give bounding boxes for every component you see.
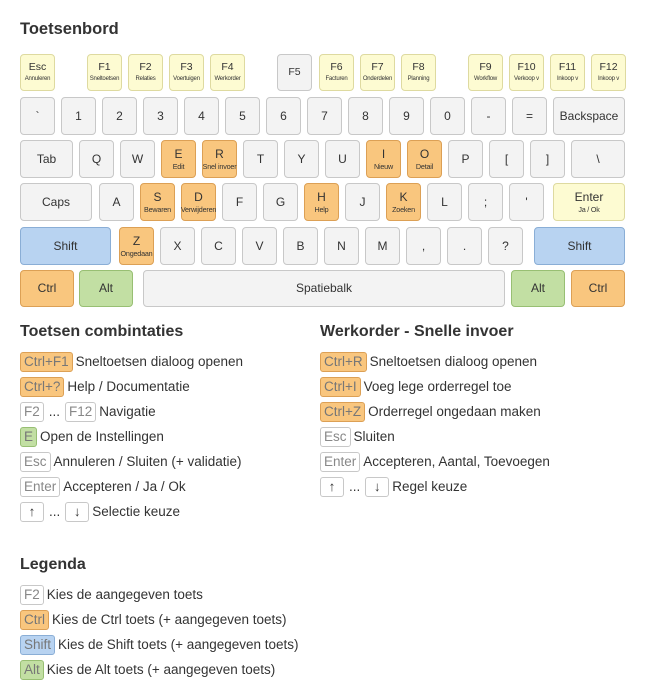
- combos-item: [20, 351, 243, 372]
- key-label: 4: [198, 108, 205, 123]
- key-cap: Ctrl+I: [320, 377, 361, 397]
- key-spatiebalk-left[interactable]: [143, 270, 505, 307]
- key-cap: ↓: [65, 502, 89, 522]
- key-hint: Sneltoetsen: [89, 76, 120, 83]
- key-label: 5: [239, 108, 246, 123]
- key-hint: Relaties: [135, 76, 156, 83]
- key-label: 2: [116, 108, 123, 123]
- key-r[interactable]: [202, 140, 237, 178]
- key-left-bracket[interactable]: [489, 140, 524, 178]
- shortcut-description: Open de Instellingen: [40, 429, 164, 444]
- key-cap: Esc: [20, 452, 51, 472]
- key-g[interactable]: [263, 183, 298, 221]
- workorder-item: [320, 376, 512, 397]
- key-f8[interactable]: [401, 54, 436, 91]
- legend-item: [20, 659, 275, 680]
- key-cap: Enter: [320, 452, 360, 472]
- shortcut-description: Sneltoetsen dialoog openen: [75, 354, 244, 369]
- key-cap: Enter: [20, 477, 60, 497]
- key-comma-right[interactable]: [406, 227, 441, 265]
- key-label: 1: [75, 108, 82, 123]
- key-3[interactable]: [143, 97, 178, 135]
- key-j[interactable]: [345, 183, 380, 221]
- key-cap: F2: [20, 402, 44, 422]
- key-hint: Help: [314, 204, 329, 214]
- key-7[interactable]: [307, 97, 342, 135]
- key-label: A: [112, 194, 121, 209]
- key-a[interactable]: [99, 183, 134, 221]
- key-label: P: [461, 151, 470, 166]
- key-label: Spatiebalk: [295, 281, 353, 296]
- key-s[interactable]: [140, 183, 175, 221]
- key-m-right[interactable]: [365, 227, 400, 265]
- shortcut-description: Help / Documentatie: [67, 379, 190, 394]
- shortcut-description: Sluiten: [353, 429, 395, 444]
- workorder-item: [320, 451, 550, 472]
- key-z-left[interactable]: [119, 227, 154, 265]
- key-label: G: [275, 194, 286, 209]
- key-label: F10: [517, 61, 536, 74]
- key-caps[interactable]: [20, 183, 92, 221]
- key-hint: Verwijderen: [180, 204, 217, 214]
- key-label: -: [486, 108, 491, 123]
- combos-item: [20, 376, 190, 397]
- key-hint: Zoeken: [392, 204, 415, 214]
- legend-item: [20, 634, 299, 655]
- key-label: ;: [483, 194, 488, 209]
- key-label: F12: [599, 61, 618, 74]
- key-f[interactable]: [222, 183, 257, 221]
- key-f1[interactable]: [87, 54, 122, 91]
- shortcut-description: Kies de aangegeven toets: [46, 587, 203, 602]
- range-dots: ...: [48, 404, 61, 419]
- key-cap: Alt: [20, 660, 44, 680]
- key-label: M: [377, 238, 388, 253]
- key-label: F3: [180, 61, 193, 74]
- key-label: D: [194, 189, 203, 204]
- key-hint: Snel invoer: [202, 161, 237, 171]
- key-backtick[interactable]: [20, 97, 55, 135]
- shortcut-description: Orderregel ongedaan maken: [368, 404, 541, 419]
- key-shift-right[interactable]: [534, 227, 625, 265]
- key-semicolon[interactable]: [468, 183, 503, 221]
- key-label: .: [462, 238, 467, 253]
- key-esc[interactable]: [20, 54, 55, 91]
- key-label: 8: [362, 108, 369, 123]
- key-label: F1: [98, 61, 111, 74]
- key-cap: Shift: [20, 635, 55, 655]
- key-f6[interactable]: [319, 54, 354, 91]
- key-backslash[interactable]: [571, 140, 625, 178]
- key-label: R: [215, 146, 224, 161]
- key-label: `: [35, 108, 40, 123]
- key-label: F4: [221, 61, 234, 74]
- key-label: C: [214, 238, 223, 253]
- key-label: U: [338, 151, 347, 166]
- key-label: B: [296, 238, 305, 253]
- key-label: Alt: [98, 281, 113, 296]
- key-cap: F12: [65, 402, 96, 422]
- key-hint: Annuleren: [24, 76, 51, 83]
- key-cap: Esc: [320, 427, 351, 447]
- key-label: [: [504, 151, 509, 166]
- key-label: F7: [371, 61, 384, 74]
- key-1[interactable]: [61, 97, 96, 135]
- key-minus[interactable]: [471, 97, 506, 135]
- range-dots: ...: [349, 479, 361, 494]
- key-label: ': [525, 194, 528, 209]
- key-label: ]: [545, 151, 550, 166]
- key-t[interactable]: [243, 140, 278, 178]
- key-hint: Facturen: [325, 76, 348, 83]
- key-cap: Ctrl+R: [320, 352, 367, 372]
- key-label: \: [596, 151, 600, 166]
- key-label: 7: [321, 108, 328, 123]
- key-o[interactable]: [407, 140, 442, 178]
- key-label: ?: [502, 238, 509, 253]
- key-quote[interactable]: [509, 183, 544, 221]
- key-cap: ↓: [365, 477, 389, 497]
- legend-item: [20, 609, 287, 630]
- key-v-left[interactable]: [242, 227, 277, 265]
- key-label: F8: [412, 61, 425, 74]
- key-n-right[interactable]: [324, 227, 359, 265]
- key-hint: Bewaren: [144, 204, 171, 214]
- key-label: Esc: [28, 61, 47, 74]
- key-f10[interactable]: [509, 54, 544, 91]
- legend-item: [20, 584, 203, 605]
- key-cap: F2: [20, 585, 44, 605]
- shortcut-description: Sneltoetsen dialoog openen: [369, 354, 538, 369]
- key-label: V: [255, 238, 264, 253]
- shortcut-description: Regel keuze: [392, 479, 468, 494]
- key-right-bracket[interactable]: [530, 140, 565, 178]
- key-l[interactable]: [427, 183, 462, 221]
- key-alt-left[interactable]: [79, 270, 133, 307]
- key-label: S: [153, 189, 162, 204]
- combos-item: [20, 426, 164, 447]
- key-cap: Ctrl: [20, 610, 49, 630]
- key-cap: ↑: [320, 477, 344, 497]
- shortcut-description: Kies de Ctrl toets (+ aangegeven toets): [52, 612, 287, 627]
- key-cap: Ctrl+?: [20, 377, 64, 397]
- key-w[interactable]: [120, 140, 155, 178]
- key-equals[interactable]: [512, 97, 547, 135]
- key-label: N: [337, 238, 346, 253]
- key-b-left[interactable]: [283, 227, 318, 265]
- key-alt-right[interactable]: [511, 270, 565, 307]
- combos-heading: Toetsen combintaties: [20, 323, 184, 340]
- key-hint: Werkorder: [214, 76, 241, 83]
- key-hint: Ja / Ok: [578, 204, 600, 214]
- key-enter[interactable]: [553, 183, 625, 221]
- key-label: 3: [157, 108, 164, 123]
- key-cap: E: [20, 427, 37, 447]
- key-label: =: [525, 108, 533, 123]
- key-label: 0: [444, 108, 451, 123]
- key-h[interactable]: [304, 183, 339, 221]
- key-p[interactable]: [448, 140, 483, 178]
- key-label: Tab: [36, 151, 57, 166]
- key-label: T: [256, 151, 265, 166]
- key-cap: Ctrl+F1: [20, 352, 73, 372]
- key-f7[interactable]: [360, 54, 395, 91]
- key-8[interactable]: [348, 97, 383, 135]
- key-label: Shift: [567, 238, 592, 253]
- key-shift-left[interactable]: [20, 227, 111, 265]
- key-4[interactable]: [184, 97, 219, 135]
- combos-item: [20, 451, 242, 472]
- combos-item: [20, 476, 186, 497]
- key-hint: Voertuigen: [173, 76, 200, 83]
- workorder-item: [320, 351, 537, 372]
- key-label: F2: [139, 61, 152, 74]
- workorder-heading: Werkorder - Snelle invoer: [320, 323, 514, 340]
- workorder-item: [320, 476, 467, 497]
- key-label: Q: [91, 151, 102, 166]
- shortcut-description: Accepteren, Aantal, Toevoegen: [363, 454, 550, 469]
- key-c-left[interactable]: [201, 227, 236, 265]
- key-f4[interactable]: [210, 54, 245, 91]
- key-label: H: [317, 189, 326, 204]
- key-e[interactable]: [161, 140, 196, 178]
- key-hint: Planning: [407, 76, 430, 83]
- shortcut-description: Voeg lege orderregel toe: [363, 379, 512, 394]
- key-cap: Ctrl+Z: [320, 402, 365, 422]
- key-x-left[interactable]: [160, 227, 195, 265]
- key-hint: Edit: [172, 161, 185, 171]
- key-9[interactable]: [389, 97, 424, 135]
- key-f2[interactable]: [128, 54, 163, 91]
- key-label: I: [381, 146, 386, 161]
- key-d[interactable]: [181, 183, 216, 221]
- key-0[interactable]: [430, 97, 465, 135]
- key-hint: Onderdelen: [362, 76, 393, 83]
- key-f9[interactable]: [468, 54, 503, 91]
- key-5[interactable]: [225, 97, 260, 135]
- key-f11[interactable]: [550, 54, 585, 91]
- key-f3[interactable]: [169, 54, 204, 91]
- shortcut-description: Navigatie: [99, 404, 156, 419]
- legend-heading: Legenda: [20, 556, 86, 573]
- key-question-right[interactable]: [488, 227, 523, 265]
- key-label: F6: [330, 61, 343, 74]
- key-label: E: [174, 146, 183, 161]
- key-hint: Inkoop v: [597, 76, 620, 83]
- key-hint: Verkoop v: [514, 76, 539, 83]
- key-label: X: [173, 238, 182, 253]
- key-label: Z: [132, 233, 141, 248]
- key-label: K: [399, 189, 408, 204]
- key-y[interactable]: [284, 140, 319, 178]
- shortcut-description: Kies de Shift toets (+ aangegeven toets): [58, 637, 299, 652]
- key-u[interactable]: [325, 140, 360, 178]
- key-f12[interactable]: [591, 54, 626, 91]
- key-label: Y: [297, 151, 306, 166]
- key-hint: Inkoop v: [556, 76, 579, 83]
- key-label: Caps: [41, 194, 70, 209]
- key-label: O: [419, 146, 430, 161]
- key-f5[interactable]: [277, 54, 312, 91]
- key-backspace[interactable]: [553, 97, 625, 135]
- shortcut-description: Selectie keuze: [92, 504, 181, 519]
- key-hint: Nieuw: [374, 161, 393, 171]
- key-ctrl-right[interactable]: [571, 270, 625, 307]
- key-label: F11: [558, 61, 577, 74]
- key-label: Backspace: [559, 108, 619, 123]
- key-label: J: [359, 194, 366, 209]
- shortcut-description: Annuleren / Sluiten (+ validatie): [53, 454, 242, 469]
- key-label: Ctrl: [588, 281, 608, 296]
- key-period-right[interactable]: [447, 227, 482, 265]
- workorder-item: [320, 426, 395, 447]
- key-label: ,: [421, 238, 426, 253]
- key-label: Shift: [53, 238, 78, 253]
- combos-item: [20, 501, 180, 522]
- key-label: F9: [479, 61, 492, 74]
- shortcut-description: Kies de Alt toets (+ aangegeven toets): [46, 662, 276, 677]
- key-label: F: [235, 194, 244, 209]
- key-tab[interactable]: [20, 140, 73, 178]
- key-label: 6: [280, 108, 287, 123]
- key-hint: Detail: [415, 161, 434, 171]
- key-label: L: [441, 194, 448, 209]
- key-label: Ctrl: [37, 281, 57, 296]
- page-title: Toetsenbord: [20, 20, 119, 38]
- key-label: 9: [403, 108, 410, 123]
- key-hint: Ongedaan: [120, 248, 153, 258]
- key-cap: ↑: [20, 502, 44, 522]
- shortcut-description: Accepteren / Ja / Ok: [63, 479, 186, 494]
- combos-item: [20, 401, 156, 422]
- range-dots: ...: [49, 504, 61, 519]
- key-6[interactable]: [266, 97, 301, 135]
- key-label: Enter: [574, 189, 604, 204]
- key-label: W: [131, 151, 144, 166]
- key-label: Alt: [530, 281, 545, 296]
- key-ctrl-left[interactable]: [20, 270, 74, 307]
- key-i[interactable]: [366, 140, 401, 178]
- key-label: F5: [288, 65, 301, 78]
- key-2[interactable]: [102, 97, 137, 135]
- key-k[interactable]: [386, 183, 421, 221]
- key-hint: Workflow: [474, 76, 497, 83]
- key-q[interactable]: [79, 140, 114, 178]
- workorder-item: [320, 401, 541, 422]
